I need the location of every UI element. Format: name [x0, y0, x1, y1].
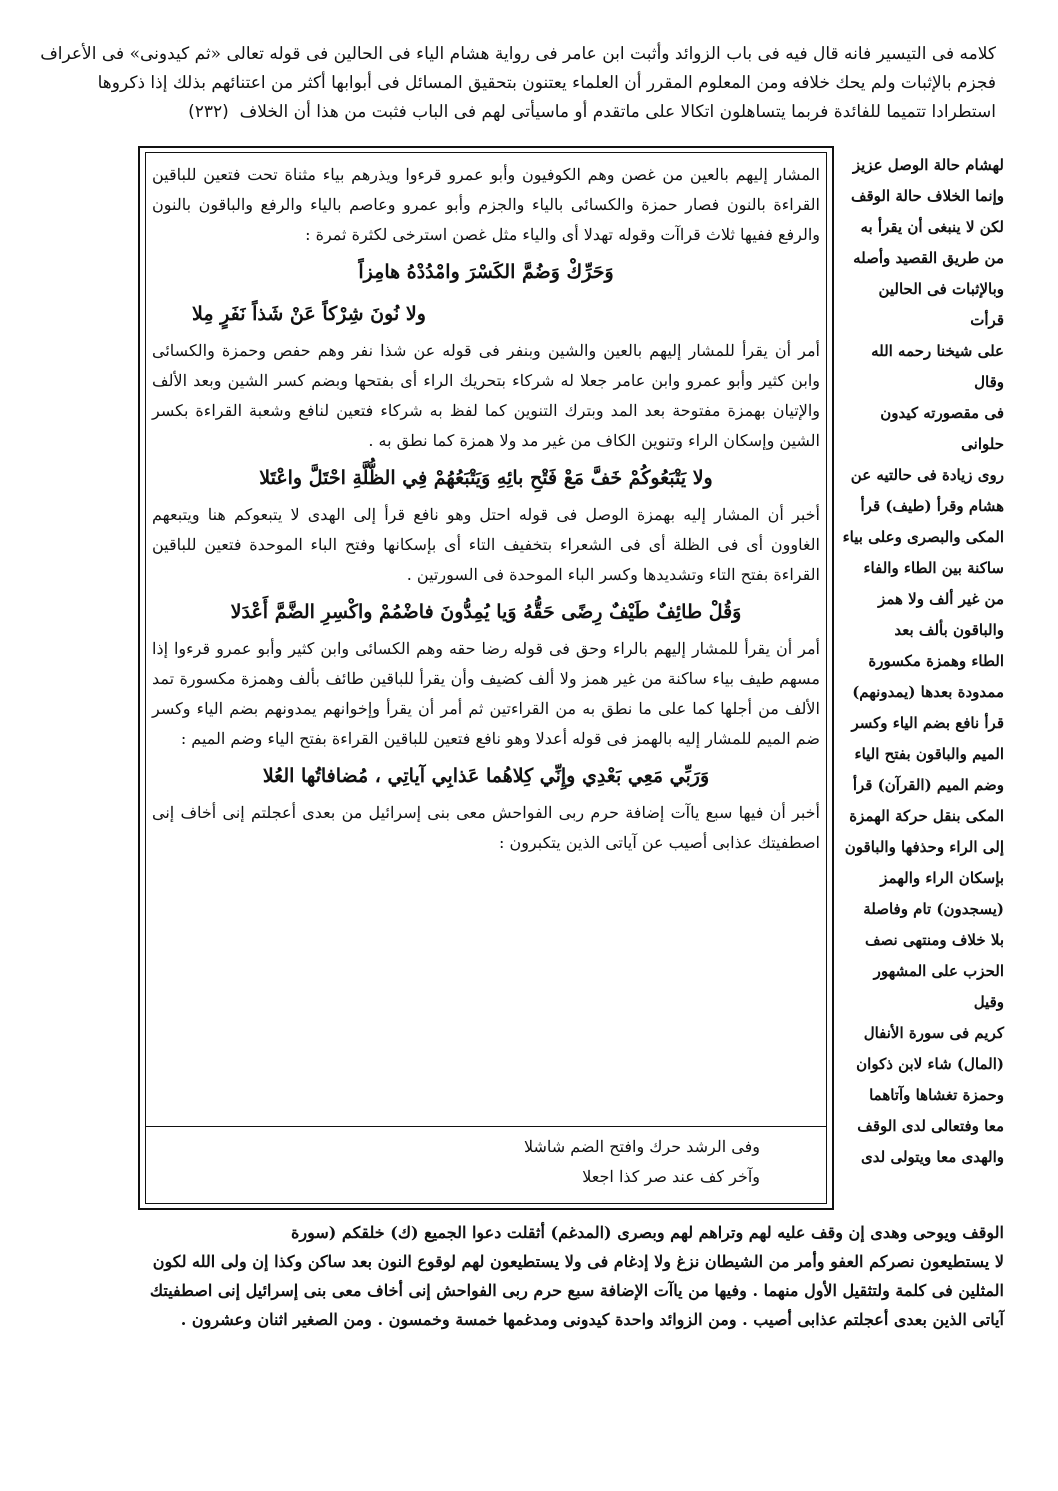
margin-line: فى مقصورته كيدون حلوانى	[880, 404, 1004, 453]
margin-line: الميم والباقون بفتح الياء	[854, 745, 1004, 763]
margin-line: المكى والبصرى وعلى بياء	[842, 528, 1004, 546]
margin-line: والباقون بألف بعد	[894, 621, 1004, 639]
bottom-line: المثلين فى كلمة ولتثقيل الأول منهما . وفيها من ياآت الإضافة سبع حرم ربى الفواحش إنى أخاف معى بنى إسرائيل إنى اصطفيتك	[149, 1281, 1004, 1300]
margin-line: كريم فى سورة الأنفال	[863, 1024, 1004, 1042]
margin-line: روى زيادة فى حالتيه عن	[850, 466, 1004, 484]
margin-line: من طريق القصيد وأصله	[853, 249, 1004, 267]
margin-line: لهشام حالة الوصل عزيز	[852, 156, 1004, 174]
prose-paragraph: المشار إليهم بالعين من غصن وهم الكوفيون وأبو عمرو قرءوا ويذرهم بياء مثناة تحت فتعين للباقين القراءة بالنون فصار حمزة والكسائى بالياء والجزم وأبو عمرو وعاصم بالياء والرفع والباقون بالنون والرفع ففيها ثلاث قراآت وقوله تهدلا أى والياء مثل غصن استرخى لكثرة ثمرة :	[152, 165, 820, 244]
header-line: كلامه فى التيسير فانه قال فيه فى باب الزوائد وأثبت ابن عامر فى رواية هشام الياء فى الحالين فى قوله تعالى «ثم كيدونى» فى الأعراف	[40, 44, 996, 64]
prose-paragraph: أمر أن يقرأ للمشار إليهم بالعين والشين وبنفر فى قوله عن شذا نفر وهم حفص وحمزة والكسائى وابن كثير وأبو عمرو وابن عامر جعلا له شركاء بتحريك الراء أى بفتحها وبضم كسر الشين وبعد الألف والإتيان بهمزة مفتوحة بعد المد وبترك التنوين كما لفظ به شركاء فتعين لنافع وشعبة القراءة بكسر الشين وإسكان الراء وتنوين الكاف من غير مد ولا همزة كما نطق به .	[152, 341, 820, 450]
verse-line: وَرَبِّي مَعِي بَعْدِي وإِنِّي كِلاهُما عَذابِي آياتِي ، مُضافاتُها العُلا	[262, 765, 710, 787]
margin-line: الطاء وهمزة مكسورة	[868, 652, 1004, 670]
margin-line: قرأ نافع بضم الياء وكسر	[851, 714, 1004, 732]
header-line-text: استطرادا تتميما للفائدة فربما يتساهلون اتكالا على ماتقدم أو ماسيأتى لهم فى الباب فثبت من هذا أن الخلاف	[239, 102, 996, 122]
margin-line: من غير ألف ولا همز	[878, 590, 1004, 608]
verse-line: وَقُلْ طائِفٌ طَيْفٌ رِضًى حَقُّهُ وَيا يُمِدُّونَ فاضْمُمْ واكْسِرِ الضَّمَّ أَعْدَلا	[230, 601, 742, 623]
margin-line: المكى بنقل حركة الهمزة	[849, 807, 1004, 825]
footer-verse-line: وآخر كف عند صر كذا اجعلا	[582, 1167, 760, 1186]
margin-line: والهدى معا ويتولى لدى	[861, 1148, 1004, 1166]
margin-commentary	[842, 150, 1004, 1214]
verse-line: ولا نُونَ شِرْكاً عَنْ شَذاً نَفَرٍ مِلا	[192, 303, 426, 325]
verse-line: ولا يَتْبَعُوكُمْ خَفَّ مَعْ فَتْحِ بائِهِ وَيَتْبَعُهُمْ فِي الظُّلَّةِ احْتَلَّ واعْتَلا	[259, 467, 713, 489]
margin-line: على شيخنا رحمه الله وقال	[871, 342, 1004, 391]
margin-line: وحمزة تغشاها وآتاهما	[869, 1086, 1004, 1104]
margin-line: إلى الراء وحذفها والباقون	[844, 838, 1004, 856]
page-header	[40, 40, 996, 127]
margin-line: بلا خلاف ومنتهى نصف	[864, 931, 1004, 949]
footer-verse-line: وفى الرشد حرك وافتح الضم شاشلا	[523, 1137, 760, 1156]
prose-paragraph: أخبر أن فيها سبع ياآت إضافة حرم ربى الفواحش معى بنى إسرائيل من بعدى أعجلتم إنى أخاف إنى اصطفيتك عذابى أصيب عن آياتى الذين يتكبرون :	[152, 803, 820, 852]
margin-line: هشام وقرأ (طيف) قرأ	[860, 497, 1004, 515]
margin-line: وإنما الخلاف حالة الوقف	[850, 187, 1004, 205]
page-number: (٢٣٢)	[188, 102, 229, 122]
framed-main-text	[152, 160, 820, 1120]
margin-line: بإسكان الراء والهمز	[880, 869, 1004, 887]
margin-line: لكن لا ينبغى أن يقرأ به	[860, 218, 1004, 236]
margin-line: الحزب على المشهور وقيل	[873, 962, 1004, 1011]
margin-line: (المال) شاء لابن ذكوان	[856, 1055, 1004, 1073]
bottom-line: لا يستطيعون نصركم العفو وأمر من الشيطان نزغ ولا إدغام فى ولا يستطيعون لهم لوقوع النون بعد ساكن وكذا إن ولى الله لكون	[152, 1252, 1004, 1271]
prose-paragraph: أخبر أن المشار إليه بهمزة الوصل فى قوله احتل وهو نافع قرأ إلى الهدى لا يتبعوكم هنا ويتبعهم الغاوون أى فى الظلة أى فى الشعراء بتخفيف التاء أى بإسكانها وفتح الباء الموحدة فتعين للباقين القراءة بفتح التاء وتشديدها وكسر الباء الموحدة فى السورتين .	[152, 505, 820, 584]
bottom-commentary	[138, 1218, 1004, 1334]
bottom-line: آياتى الذين بعدى أعجلتم عذابى أصيب . ومن الزوائد واحدة كيدونى ومدغمها خمسة وخمسون . ومن الصغير اثنان وعشرون .	[180, 1310, 1004, 1329]
margin-line: (يسجدون) تام وفاصلة	[863, 900, 1004, 918]
footer-verses	[160, 1132, 760, 1192]
margin-line: ساكنة بين الطاء والفاء	[863, 559, 1004, 577]
bottom-line: الوقف ويوحى وهدى إن وقف عليه لهم وتراهم لهم وبصرى (المدغم) أثقلت دعوا الجميع (ك) خلقكم (سورة	[291, 1223, 1004, 1242]
prose-paragraph: أمر أن يقرأ للمشار إليهم بالراء وحق فى قوله رضا حقه وهم الكسائى وابن كثير وأبو عمرو قرءوا إذا مسهم طيف بياء ساكنة من غير همز ولا ألف كضيف وأن يقرأ للباقين طائف بألف وهمزة مكسورة تمد الألف من أجلها كما على ما نطق به من القراءتين ثم أمر أن يقرأ وإخوانهم يمدونهم بضم الياء وكسر ضم الميم للمشار إليه بالهمز فى قوله أعدلا وهو نافع فتعين للباقين القراءة بفتح الياء وضم الميم :	[152, 639, 820, 748]
header-line: فجزم بالإثبات ولم يحك خلافه ومن المعلوم المقرر أن العلماء يعتنون بتحقيق المسائل فى أبوابها أكثر من اعتنائهم بذلك إذا ذكروها	[97, 73, 996, 93]
margin-line: ممدودة بعدها (يمدونهم)	[852, 683, 1004, 701]
margin-line: معا وفتعالى لدى الوقف	[857, 1117, 1004, 1135]
margin-line: وبالإثبات فى الحالين قرأت	[878, 280, 1004, 329]
frame-divider	[145, 1126, 827, 1127]
header-line	[138, 98, 996, 127]
margin-line: وضم الميم (القرآن) قرأ	[852, 776, 1004, 794]
verse-line: وَحَرِّكْ وَضُمَّ الكَسْرَ وامْدُدْهُ هامِزاً	[358, 261, 614, 283]
